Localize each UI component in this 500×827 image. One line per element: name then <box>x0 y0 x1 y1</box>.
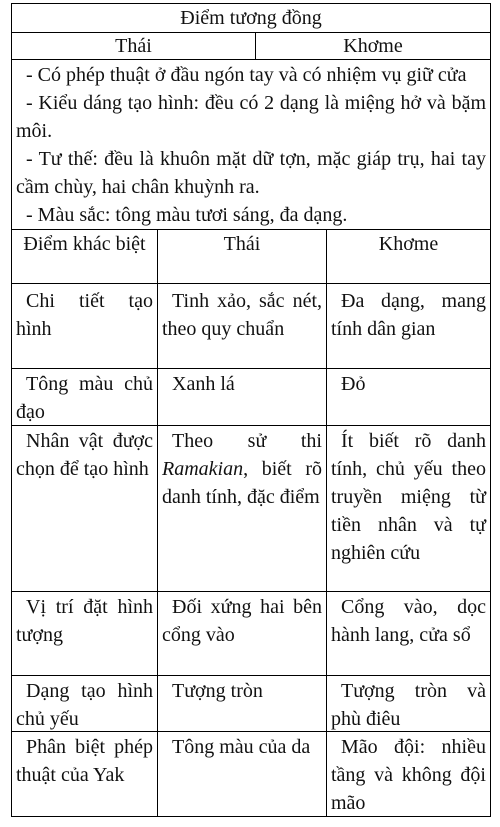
khmer-cell: Cổng vào, dọc hành lang, cửa sổ <box>326 592 490 675</box>
header-thai: Thái <box>157 230 326 283</box>
comparison-table <box>11 3 491 817</box>
table-row <box>12 283 490 368</box>
similarities-list <box>12 60 490 229</box>
khmer-cell: Ít biết rõ danh tính, chủ yếu theo truyền miệng từ tiền nhân và tự nghiên cứu <box>326 426 490 591</box>
thai-cell: Tông màu của da <box>157 732 326 816</box>
table-row <box>12 675 490 731</box>
khmer-cell: Tượng tròn và phù điêu <box>326 676 490 731</box>
similarities-columns-row <box>12 32 490 59</box>
similarity-point: - Kiểu dáng tạo hình: đều có 2 dạng là miệng hở và bặm môi. <box>16 92 486 142</box>
criterion-cell: Tông màu chủ đạo <box>16 373 153 423</box>
table-row <box>12 368 490 425</box>
thai-cell: Đối xứng hai bên cổng vào <box>157 592 326 675</box>
epic-title: Ramakian <box>162 458 244 480</box>
similarities-content-row <box>12 59 490 229</box>
table-row <box>12 591 490 675</box>
criterion-cell: Dạng tạo hình chủ yếu <box>16 680 153 730</box>
criterion-cell: Phân biệt phép thuật của Yak <box>16 736 153 786</box>
thai-cell <box>157 426 326 591</box>
criterion-cell: Vị trí đặt hình tượng <box>16 596 153 646</box>
table-row <box>12 425 490 591</box>
thai-cell: Xanh lá <box>157 369 326 425</box>
khmer-cell: Đa dạng, mang tính dân gian <box>326 284 490 368</box>
similarity-point: - Tư thế: đều là khuôn mặt dữ tợn, mặc giáp trụ, hai tay cầm chùy, hai chân khuỳnh ra. <box>16 148 486 198</box>
column-khmer: Khơme <box>255 33 490 59</box>
table-row <box>12 731 490 816</box>
thai-cell-text: Theo sử thi <box>172 430 322 452</box>
similarity-point: - Có phép thuật ở đầu ngón tay và có nhiệm vụ giữ cửa <box>26 64 467 86</box>
thai-cell-text: , biết rõ danh tính, đặc điểm <box>162 458 322 508</box>
similarities-title: Điểm tương đồng <box>180 7 322 29</box>
khmer-cell: Đỏ <box>326 369 490 425</box>
thai-cell: Tinh xảo, sắc nét, theo quy chuẩn <box>157 284 326 368</box>
khmer-cell: Mão đội: nhiều tầng và không đội mão <box>326 732 490 816</box>
differences-header-row <box>12 229 490 283</box>
criterion-cell: Nhân vật được chọn để tạo hình <box>16 430 153 480</box>
similarities-title-row <box>12 4 490 32</box>
similarity-point: - Màu sắc: tông màu tươi sáng, đa dạng. <box>26 204 348 226</box>
thai-cell: Tượng tròn <box>157 676 326 731</box>
criterion-cell: Chi tiết tạo hình <box>16 290 153 340</box>
column-thai: Thái <box>115 35 152 57</box>
header-khmer: Khơme <box>326 230 490 283</box>
header-criterion: Điểm khác biệt <box>23 233 146 255</box>
